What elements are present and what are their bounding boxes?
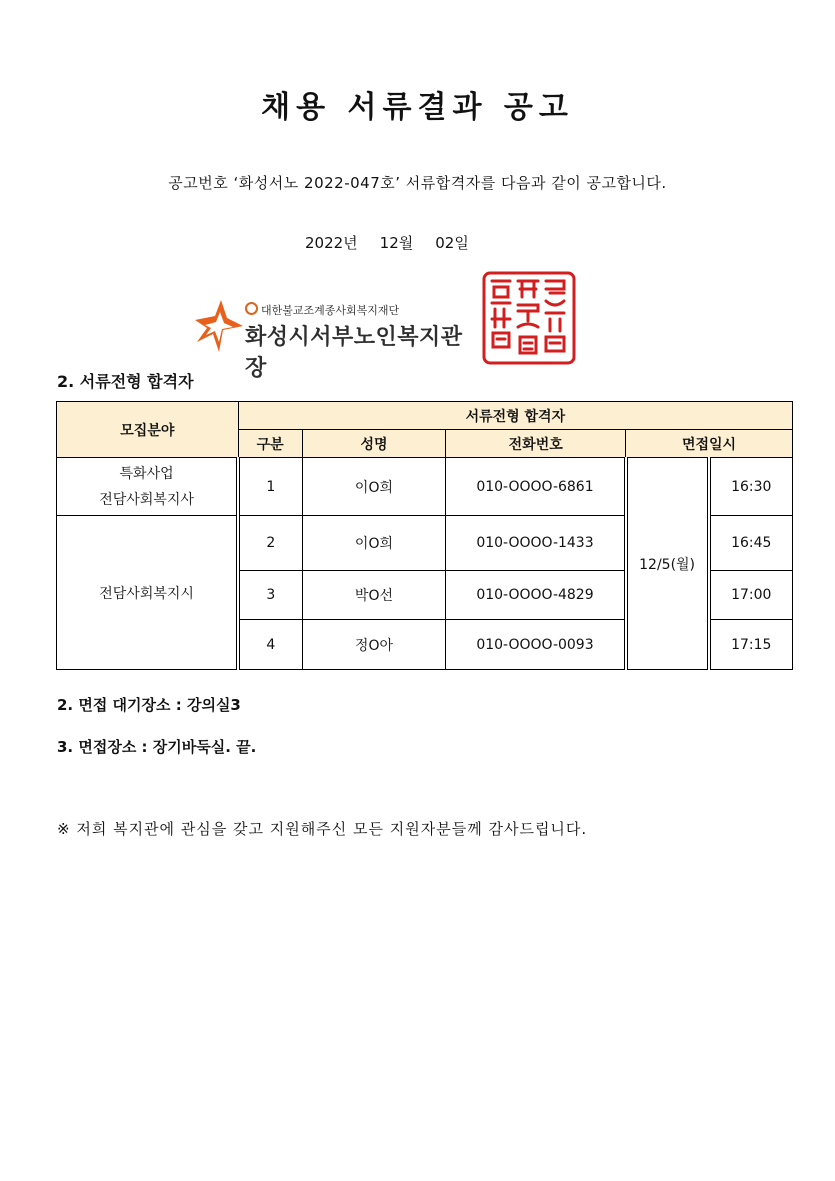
- organization-logo: [193, 298, 463, 381]
- row-time: 17:15: [709, 620, 793, 670]
- row-no: 1: [238, 458, 302, 516]
- waiting-room-line: 2. 면접 대기장소 : 강의실3: [57, 696, 241, 714]
- table-row: [57, 458, 793, 516]
- row-name: 이O희: [302, 516, 446, 571]
- header-group: 서류전형 합격자: [238, 402, 792, 430]
- thanks-note: ※ 저희 복지관에 관심을 갖고 지원해주신 모든 지원자분들께 감사드립니다.: [57, 820, 588, 838]
- row-no: 3: [238, 571, 302, 620]
- header-name: 성명: [302, 430, 446, 458]
- field-cell: 특화사업 전담사회복지사: [57, 458, 239, 516]
- header-datetime: 면접일시: [626, 430, 793, 458]
- field-cell: 전담사회복지시: [57, 516, 239, 670]
- row-name: 박O선: [302, 571, 446, 620]
- row-time: 16:30: [709, 458, 793, 516]
- notice-text: 공고번호 ‘화성서노 2022-047호’ 서류합격자를 다음과 같이 공고합니다.: [168, 174, 667, 192]
- official-seal: [480, 269, 578, 367]
- date-month: 12월: [379, 234, 414, 252]
- page-title: 채용 서류결과 공고: [261, 90, 574, 125]
- organization-subtitle: 대한불교조계종사회복지재단: [245, 302, 399, 318]
- date-year: 2022년: [305, 234, 358, 252]
- date-day: 02일: [435, 234, 469, 252]
- announcement-date: [305, 232, 469, 253]
- row-time: 16:45: [709, 516, 793, 571]
- row-name: 이O희: [302, 458, 446, 516]
- row-no: 4: [238, 620, 302, 670]
- row-phone: 010-OOOO-0093: [446, 620, 626, 670]
- organization-name: 화성시서부노인복지관장: [245, 325, 463, 381]
- interview-date-cell: 12/5(월): [626, 458, 709, 670]
- results-table: [56, 401, 793, 670]
- header-no: 구분: [238, 430, 302, 458]
- interview-room-line: 3. 면접장소 : 장기바둑실. 끝.: [57, 738, 257, 756]
- row-time: 17:00: [709, 571, 793, 620]
- row-no: 2: [238, 516, 302, 571]
- row-phone: 010-OOOO-4829: [446, 571, 626, 620]
- row-phone: 010-OOOO-1433: [446, 516, 626, 571]
- section-1-heading: 2. 서류전형 합격자: [57, 372, 194, 391]
- organization-logo-mark: [193, 298, 245, 354]
- dharma-wheel-icon: [245, 302, 258, 315]
- header-field: 모집분야: [57, 402, 239, 458]
- header-phone: 전화번호: [446, 430, 626, 458]
- row-name: 정O아: [302, 620, 446, 670]
- row-phone: 010-OOOO-6861: [446, 458, 626, 516]
